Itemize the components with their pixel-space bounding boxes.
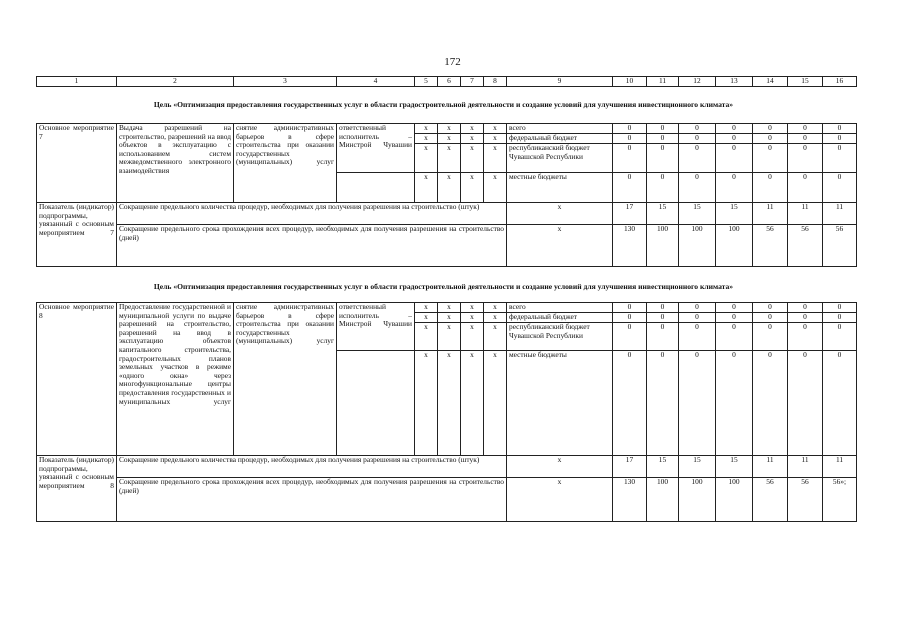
goal-heading-2: Цель «Оптимизация предоставления государственных услуг в области градостроительной деятельности и создание условий для улучшения инвестиционного климата» [153,282,734,291]
funding-value: 0 [753,303,788,313]
indicator-text: Сокращение предельного количества процедур, необходимых для получения разрешения на строительство (штук) [117,456,507,478]
funding-value: 0 [823,313,857,323]
funding-value: 0 [647,313,679,323]
budget-code: х [461,144,484,172]
funding-value: 0 [823,134,857,144]
funding-value: 0 [716,351,753,456]
funding-value: 0 [823,144,857,172]
event-goal: снятие административных барьеров в сфере строительства при оказании государственных (муниципальных) услуг [234,303,337,456]
column-number: 13 [716,77,753,87]
budget-code: х [415,124,438,134]
funding-value: 0 [647,323,679,351]
column-number: 8 [484,77,507,87]
page-number: 172 [444,56,461,68]
funding-value: 0 [716,144,753,172]
indicator-value: 15 [647,203,679,225]
funding-value: 0 [647,124,679,134]
column-number: 15 [788,77,823,87]
budget-code: х [484,351,507,456]
budget-code: х [461,313,484,323]
budget-code: х [438,351,461,456]
funding-value: 0 [788,134,823,144]
budget-code: х [415,313,438,323]
indicator-value: 11 [753,203,788,225]
funding-value: 0 [788,172,823,202]
indicator-value: 11 [823,203,857,225]
funding-value: 0 [679,144,716,172]
budget-code: х [415,351,438,456]
funding-value: 0 [788,313,823,323]
column-number: 11 [647,77,679,87]
budget-code: х [484,313,507,323]
funding-value: 0 [788,303,823,313]
funding-source: республиканский бюджет Чувашской Республики [507,323,613,351]
indicator-value: 15 [716,456,753,478]
funding-value: 0 [613,134,647,144]
indicator-mark: х [507,203,613,225]
funding-source: всего [507,124,613,134]
indicator-name: Показатель (индикатор) подпрограммы, увязанный с основным мероприятием 7 [37,203,117,267]
funding-value: 0 [753,134,788,144]
indicator-mark: х [507,478,613,522]
funding-value: 0 [823,351,857,456]
event-description: Предоставление государственной и муниципальной услуги по выдаче разрешений на строительство, разрешений на ввод в эксплуатацию объектов капитального строительства, градостроительных планов земельных участков в режиме «одного окна» через многофункциональные центры предоставления государственных и муниципальных услуг [117,303,234,456]
funding-value: 0 [823,172,857,202]
indicator-value: 56»; [823,478,857,522]
indicator-text: Сокращение предельного срока прохождения всех процедур, необходимых для получения разрешения на строительство (дней) [117,225,507,267]
funding-value: 0 [679,323,716,351]
budget-code: х [461,124,484,134]
funding-value: 0 [753,172,788,202]
budget-code: х [438,144,461,172]
indicator-value: 11 [823,456,857,478]
event-name: Основное мероприятие 8 [37,303,117,456]
budget-code: х [461,323,484,351]
empty-cell [337,351,415,456]
budget-code: х [415,134,438,144]
budget-code: х [438,134,461,144]
funding-source: местные бюджеты [507,351,613,456]
column-number: 7 [461,77,484,87]
column-number: 10 [613,77,647,87]
funding-value: 0 [716,172,753,202]
indicator-value: 100 [647,225,679,267]
indicator-value: 56 [753,225,788,267]
budget-code: х [438,172,461,202]
indicator-value: 15 [647,456,679,478]
funding-value: 0 [679,124,716,134]
column-number: 9 [507,77,613,87]
event-goal: снятие административных барьеров в сфере строительства при оказании государственных (муниципальных) услуг [234,124,337,203]
indicator-value: 130 [613,478,647,522]
indicator-row [37,478,857,522]
indicator-text: Сокращение предельного срока прохождения всех процедур, необходимых для получения разрешения на строительство (дней) [117,478,507,522]
funding-row [37,303,857,313]
indicator-value: 100 [647,478,679,522]
column-number: 2 [117,77,234,87]
funding-value: 0 [679,172,716,202]
funding-value: 0 [823,303,857,313]
funding-value: 0 [788,124,823,134]
funding-value: 0 [716,303,753,313]
budget-code: х [415,303,438,313]
indicator-value: 11 [788,456,823,478]
funding-value: 0 [679,303,716,313]
funding-value: 0 [647,303,679,313]
funding-value: 0 [716,124,753,134]
column-number: 12 [679,77,716,87]
funding-source: федеральный бюджет [507,313,613,323]
funding-value: 0 [613,351,647,456]
funding-value: 0 [647,134,679,144]
budget-code: х [438,124,461,134]
funding-value: 0 [647,351,679,456]
funding-value: 0 [613,124,647,134]
indicator-mark: х [507,456,613,478]
budget-code: х [461,134,484,144]
event-table-2 [36,302,857,522]
indicator-value: 100 [679,478,716,522]
funding-value: 0 [647,172,679,202]
funding-value: 0 [679,351,716,456]
goal-heading-1: Цель «Оптимизация предоставления государственных услуг в области градостроительной деятельности и создание условий для улучшения инвестиционного климата» [153,100,734,109]
event-name: Основное мероприятие 7 [37,124,117,203]
indicator-value: 17 [613,456,647,478]
funding-source: федеральный бюджет [507,134,613,144]
column-number: 6 [438,77,461,87]
budget-code: х [461,303,484,313]
indicator-value: 100 [679,225,716,267]
funding-source: местные бюджеты [507,172,613,202]
funding-value: 0 [788,323,823,351]
budget-code: х [484,134,507,144]
event-description: Выдача разрешений на строительство, разрешений на ввод объектов в эксплуатацию с использованием систем межведомственного электронного взаимодействия [117,124,234,203]
event-table-1 [36,123,857,267]
indicator-row [37,225,857,267]
column-number-row [36,76,857,87]
indicator-value: 100 [716,478,753,522]
funding-value: 0 [613,144,647,172]
budget-code: х [415,323,438,351]
indicator-value: 56 [753,478,788,522]
column-number: 1 [37,77,117,87]
indicator-text: Сокращение предельного количества процедур, необходимых для получения разрешения на строительство (штук) [117,203,507,225]
funding-value: 0 [788,144,823,172]
indicator-value: 15 [716,203,753,225]
indicator-value: 17 [613,203,647,225]
indicator-value: 11 [788,203,823,225]
funding-value: 0 [716,134,753,144]
funding-row [37,124,857,134]
funding-value: 0 [788,351,823,456]
indicator-mark: х [507,225,613,267]
budget-code: х [484,172,507,202]
funding-value: 0 [613,303,647,313]
budget-code: х [415,172,438,202]
budget-code: х [438,303,461,313]
funding-value: 0 [753,323,788,351]
indicator-name: Показатель (индикатор) подпрограммы, увязанный с основным мероприятием 8 [37,456,117,522]
indicator-value: 100 [716,225,753,267]
funding-source: всего [507,303,613,313]
funding-value: 0 [716,313,753,323]
budget-code: х [438,323,461,351]
column-number: 5 [415,77,438,87]
budget-code: х [484,303,507,313]
indicator-value: 56 [823,225,857,267]
indicator-value: 130 [613,225,647,267]
indicator-row [37,456,857,478]
funding-value: 0 [753,144,788,172]
indicator-row [37,203,857,225]
indicator-value: 15 [679,203,716,225]
budget-code: х [484,144,507,172]
budget-code: х [461,172,484,202]
funding-value: 0 [613,172,647,202]
budget-code: х [415,144,438,172]
responsible-executor: ответственный исполнитель – Минстрой Чувашии [337,124,415,173]
funding-value: 0 [716,323,753,351]
funding-value: 0 [753,351,788,456]
indicator-value: 11 [753,456,788,478]
budget-code: х [484,323,507,351]
budget-code: х [438,313,461,323]
empty-cell [337,172,415,202]
indicator-value: 56 [788,478,823,522]
budget-code: х [461,351,484,456]
column-number: 4 [337,77,415,87]
funding-value: 0 [679,313,716,323]
column-number: 16 [823,77,857,87]
funding-value: 0 [823,323,857,351]
funding-value: 0 [613,313,647,323]
indicator-value: 56 [788,225,823,267]
funding-value: 0 [753,313,788,323]
column-number: 3 [234,77,337,87]
funding-value: 0 [679,134,716,144]
funding-value: 0 [647,144,679,172]
funding-value: 0 [613,323,647,351]
indicator-value: 15 [679,456,716,478]
responsible-executor: ответственный исполнитель – Минстрой Чувашии [337,303,415,351]
column-number: 14 [753,77,788,87]
funding-source: республиканский бюджет Чувашской Республики [507,144,613,172]
budget-code: х [484,124,507,134]
funding-value: 0 [753,124,788,134]
funding-value: 0 [823,124,857,134]
